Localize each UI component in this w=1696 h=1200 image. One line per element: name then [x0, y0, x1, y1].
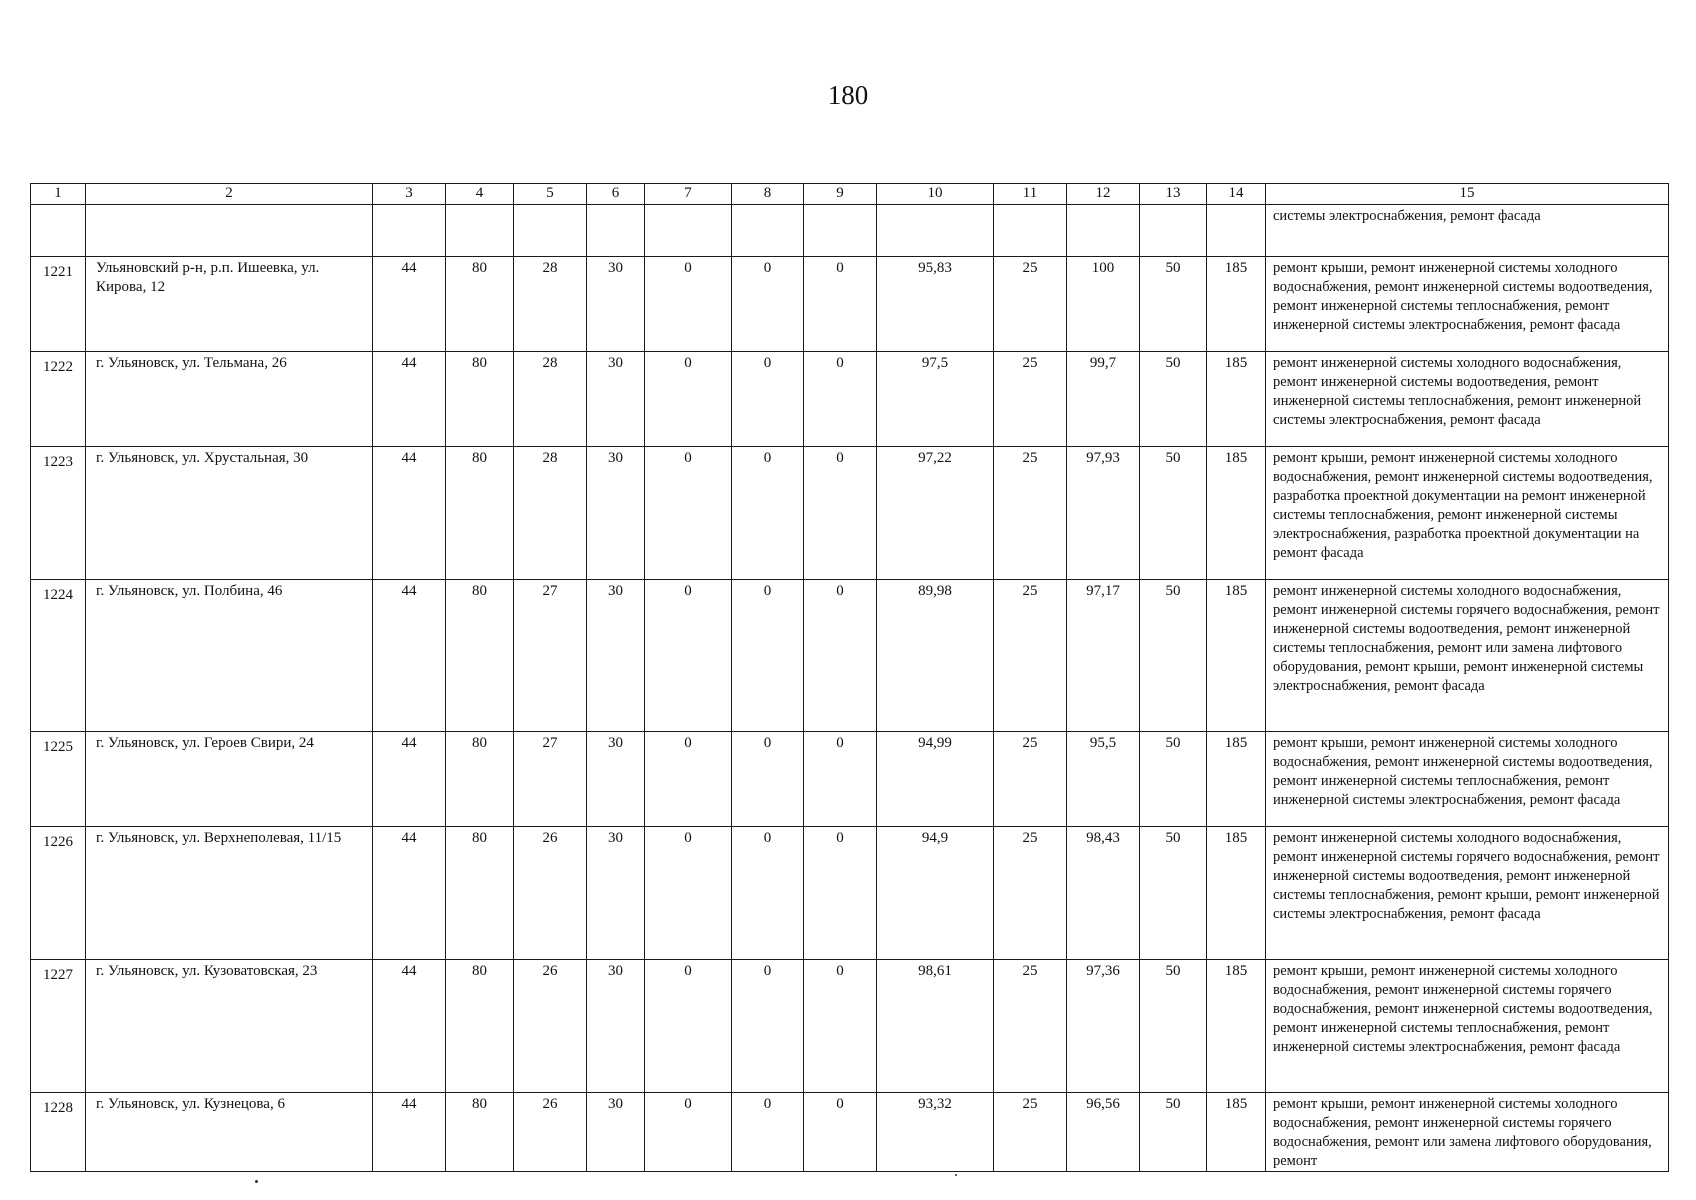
value-col13: 50	[1140, 732, 1207, 827]
value-col13: 50	[1140, 352, 1207, 447]
table-row	[31, 447, 1669, 580]
row-number: 1226	[31, 827, 86, 960]
value-col4: 80	[446, 447, 514, 580]
value-col10: 97,22	[877, 447, 994, 580]
value-col7: 0	[645, 447, 732, 580]
value-col13: 50	[1140, 447, 1207, 580]
value-col10: 89,98	[877, 580, 994, 732]
value-col8: 0	[732, 352, 804, 447]
repair-description: ремонт крыши, ремонт инженерной системы холодного водоснабжения, ремонт инженерной системы водоотведения, ремонт инженерной системы теплоснабжения, ремонт инженерной системы электроснабжения, ремонт фасада	[1266, 732, 1669, 827]
value-col7: 0	[645, 580, 732, 732]
column-header: 3	[373, 184, 446, 205]
repair-description: ремонт крыши, ремонт инженерной системы холодного водоснабжения, ремонт инженерной системы водоотведения, ремонт инженерной системы теплоснабжения, ремонт инженерной системы электроснабжения, ремонт фасада	[1266, 257, 1669, 352]
value-col7: 0	[645, 1093, 732, 1172]
value-col10: 94,99	[877, 732, 994, 827]
repair-description: ремонт крыши, ремонт инженерной системы холодного водоснабжения, ремонт инженерной системы водоотведения, разработка проектной документации на ремонт инженерной системы теплоснабжения, ремонт инженерной системы электроснабжения, разработка проектной документации на ремонт фасада	[1266, 447, 1669, 580]
address-cell: г. Ульяновск, ул. Полбина, 46	[86, 580, 373, 732]
value-col6: 30	[587, 827, 645, 960]
continuation-row	[31, 205, 1669, 257]
row-number: 1228	[31, 1093, 86, 1172]
value-col3: 44	[373, 827, 446, 960]
column-header: 10	[877, 184, 994, 205]
value-col14: 185	[1207, 352, 1266, 447]
value-col5: 28	[514, 352, 587, 447]
row-number: 1223	[31, 447, 86, 580]
value-col5: 28	[514, 257, 587, 352]
value-col7: 0	[645, 732, 732, 827]
value-col3: 44	[373, 257, 446, 352]
value-col11: 25	[994, 960, 1067, 1093]
value-col12: 96,56	[1067, 1093, 1140, 1172]
value-col13: 50	[1140, 960, 1207, 1093]
value-col11: 25	[994, 580, 1067, 732]
value-col8: 0	[732, 827, 804, 960]
value-col6: 30	[587, 447, 645, 580]
value-col9: 0	[804, 257, 877, 352]
value-col5: 28	[514, 447, 587, 580]
value-col5: 26	[514, 827, 587, 960]
value-col11: 25	[994, 732, 1067, 827]
value-col9: 0	[804, 580, 877, 732]
value-col4: 80	[446, 827, 514, 960]
value-col13: 50	[1140, 257, 1207, 352]
value-col6: 30	[587, 580, 645, 732]
value-col10: 93,32	[877, 1093, 994, 1172]
value-col5: 26	[514, 960, 587, 1093]
value-col4: 80	[446, 732, 514, 827]
value-col6: 30	[587, 960, 645, 1093]
repair-description: ремонт инженерной системы холодного водоснабжения, ремонт инженерной системы горячего водоснабжения, ремонт инженерной системы водоотведения, ремонт инженерной системы теплоснабжения, ремонт крыши, ремонт инженерной системы электроснабжения, ремонт фасада	[1266, 827, 1669, 960]
value-col14: 185	[1207, 827, 1266, 960]
value-col5: 27	[514, 732, 587, 827]
repair-description: ремонт крыши, ремонт инженерной системы холодного водоснабжения, ремонт инженерной системы горячего водоснабжения, ремонт или замена лифтового оборудования, ремонт	[1266, 1093, 1669, 1172]
repair-description: ремонт инженерной системы холодного водоснабжения, ремонт инженерной системы горячего водоснабжения, ремонт инженерной системы водоотведения, ремонт инженерной системы теплоснабжения, ремонт или замена лифтового оборудования, ремонт крыши, ремонт инженерной системы электроснабжения, ремонт фасада	[1266, 580, 1669, 732]
value-col12: 97,93	[1067, 447, 1140, 580]
address-cell: г. Ульяновск, ул. Кузоватовская, 23	[86, 960, 373, 1093]
value-col12: 95,5	[1067, 732, 1140, 827]
value-col7: 0	[645, 352, 732, 447]
address-cell: г. Ульяновск, ул. Кузнецова, 6	[86, 1093, 373, 1172]
address-cell: г. Ульяновск, ул. Верхнеполевая, 11/15	[86, 827, 373, 960]
value-col6: 30	[587, 732, 645, 827]
value-col6: 30	[587, 352, 645, 447]
value-col14: 185	[1207, 1093, 1266, 1172]
value-col10: 98,61	[877, 960, 994, 1093]
row-number: 1225	[31, 732, 86, 827]
value-col9: 0	[804, 732, 877, 827]
value-col4: 80	[446, 257, 514, 352]
value-col13: 50	[1140, 827, 1207, 960]
value-col8: 0	[732, 257, 804, 352]
value-col11: 25	[994, 352, 1067, 447]
page-number: 180	[827, 80, 869, 110]
table-row	[31, 960, 1669, 1093]
row-number: 1227	[31, 960, 86, 1093]
row-number: 1222	[31, 352, 86, 447]
value-col4: 80	[446, 960, 514, 1093]
value-col14: 185	[1207, 257, 1266, 352]
column-header: 5	[514, 184, 587, 205]
value-col12: 97,17	[1067, 580, 1140, 732]
column-header: 14	[1207, 184, 1266, 205]
value-col9: 0	[804, 447, 877, 580]
value-col6: 30	[587, 257, 645, 352]
value-col9: 0	[804, 352, 877, 447]
scan-speck	[255, 1180, 258, 1183]
column-header: 15	[1266, 184, 1669, 205]
table-row	[31, 580, 1669, 732]
repair-description: ремонт инженерной системы холодного водоснабжения, ремонт инженерной системы водоотведения, ремонт инженерной системы теплоснабжения, ремонт инженерной системы электроснабжения, ремонт фасада	[1266, 352, 1669, 447]
value-col10: 94,9	[877, 827, 994, 960]
value-col6: 30	[587, 1093, 645, 1172]
repair-description: ремонт крыши, ремонт инженерной системы холодного водоснабжения, ремонт инженерной системы горячего водоснабжения, ремонт инженерной системы водоотведения, ремонт инженерной системы теплоснабжения, ремонт инженерной системы электроснабжения, ремонт фасада	[1266, 960, 1669, 1093]
value-col3: 44	[373, 447, 446, 580]
header-row	[31, 184, 1669, 205]
column-header: 1	[31, 184, 86, 205]
value-col8: 0	[732, 1093, 804, 1172]
column-header: 7	[645, 184, 732, 205]
value-col3: 44	[373, 352, 446, 447]
value-col12: 100	[1067, 257, 1140, 352]
column-header: 9	[804, 184, 877, 205]
table-row	[31, 1093, 1669, 1172]
table-row	[31, 352, 1669, 447]
repair-table	[30, 183, 1669, 1172]
value-col8: 0	[732, 447, 804, 580]
value-col12: 99,7	[1067, 352, 1140, 447]
value-col5: 27	[514, 580, 587, 732]
value-col12: 97,36	[1067, 960, 1140, 1093]
value-col7: 0	[645, 827, 732, 960]
address-cell: г. Ульяновск, ул. Героев Свири, 24	[86, 732, 373, 827]
value-col7: 0	[645, 257, 732, 352]
value-col14: 185	[1207, 960, 1266, 1093]
value-col4: 80	[446, 352, 514, 447]
value-col4: 80	[446, 1093, 514, 1172]
value-col3: 44	[373, 732, 446, 827]
value-col14: 185	[1207, 580, 1266, 732]
value-col14: 185	[1207, 447, 1266, 580]
column-header: 8	[732, 184, 804, 205]
row-number: 1224	[31, 580, 86, 732]
value-col13: 50	[1140, 580, 1207, 732]
value-col11: 25	[994, 447, 1067, 580]
repair-description: системы электроснабжения, ремонт фасада	[1266, 205, 1669, 257]
value-col4: 80	[446, 580, 514, 732]
value-col10: 97,5	[877, 352, 994, 447]
column-header: 11	[994, 184, 1067, 205]
column-header: 13	[1140, 184, 1207, 205]
value-col11: 25	[994, 1093, 1067, 1172]
address-cell: г. Ульяновск, ул. Хрустальная, 30	[86, 447, 373, 580]
value-col11: 25	[994, 827, 1067, 960]
row-number: 1221	[31, 257, 86, 352]
table-row	[31, 827, 1669, 960]
value-col9: 0	[804, 827, 877, 960]
column-header: 6	[587, 184, 645, 205]
value-col9: 0	[804, 1093, 877, 1172]
value-col11: 25	[994, 257, 1067, 352]
value-col13: 50	[1140, 1093, 1207, 1172]
value-col10: 95,83	[877, 257, 994, 352]
scan-speck	[955, 1174, 957, 1176]
value-col7: 0	[645, 960, 732, 1093]
value-col5: 26	[514, 1093, 587, 1172]
value-col8: 0	[732, 732, 804, 827]
address-cell: Ульяновский р-н, р.п. Ишеевка, ул. Кирова, 12	[86, 257, 373, 352]
value-col3: 44	[373, 960, 446, 1093]
table-row	[31, 732, 1669, 827]
table-row	[31, 257, 1669, 352]
column-header: 12	[1067, 184, 1140, 205]
column-header: 2	[86, 184, 373, 205]
value-col8: 0	[732, 580, 804, 732]
value-col3: 44	[373, 580, 446, 732]
value-col8: 0	[732, 960, 804, 1093]
column-header: 4	[446, 184, 514, 205]
address-cell: г. Ульяновск, ул. Тельмана, 26	[86, 352, 373, 447]
value-col12: 98,43	[1067, 827, 1140, 960]
value-col9: 0	[804, 960, 877, 1093]
value-col3: 44	[373, 1093, 446, 1172]
value-col14: 185	[1207, 732, 1266, 827]
